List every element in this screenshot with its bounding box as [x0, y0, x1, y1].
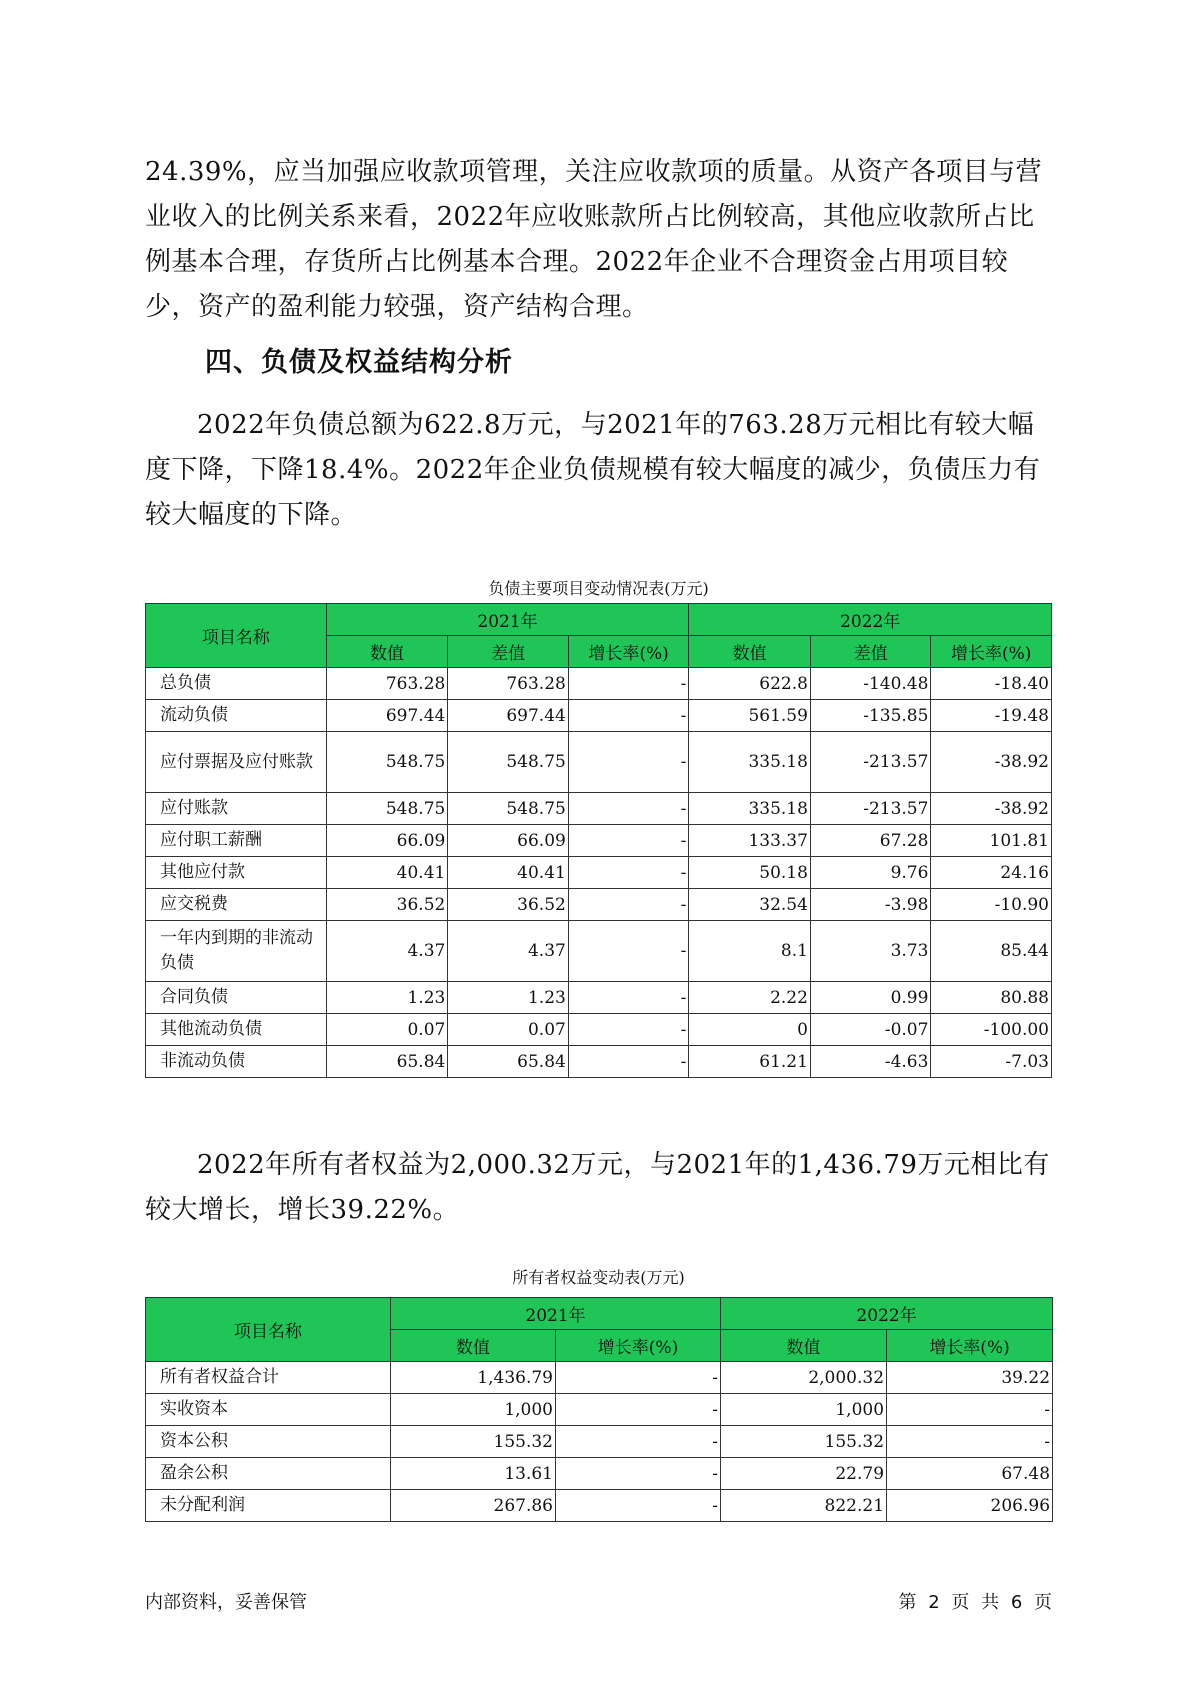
cell-d2: -0.07 [810, 1014, 931, 1046]
cell-r2: -18.40 [931, 668, 1052, 700]
cell-r2: -7.03 [931, 1046, 1052, 1078]
cell-v1: 66.09 [326, 825, 448, 857]
header-value: 数值 [391, 1330, 556, 1362]
cell-r1: - [556, 1394, 721, 1426]
cell-v1: 763.28 [326, 668, 448, 700]
row-label: 非流动负债 [146, 1046, 327, 1078]
table-row [146, 825, 1052, 857]
header-year-2022: 2022年 [689, 604, 1052, 636]
cell-r2: 80.88 [931, 982, 1052, 1014]
cell-v2: 32.54 [689, 889, 811, 921]
header-year-2022: 2022年 [721, 1298, 1053, 1330]
cell-v2: 50.18 [689, 857, 811, 889]
header-rate: 增长率(%) [568, 636, 689, 668]
row-label: 应付账款 [146, 793, 327, 825]
row-label: 应交税费 [146, 889, 327, 921]
page-number: 第 2 页 共 6 页 [898, 1592, 1052, 1613]
cell-v2: 622.8 [689, 668, 811, 700]
cell-r2: 206.96 [887, 1490, 1053, 1522]
table1-caption: 负债主要项目变动情况表(万元) [488, 579, 709, 598]
cell-r1: - [568, 889, 689, 921]
header-item-name: 项目名称 [146, 604, 327, 668]
cell-r2: -10.90 [931, 889, 1052, 921]
table-row [146, 700, 1052, 732]
row-label: 其他应付款 [146, 857, 327, 889]
cell-v2: 2.22 [689, 982, 811, 1014]
cell-v2: 133.37 [689, 825, 811, 857]
liability-table [145, 603, 1052, 1078]
paragraph-equity-summary: 2022年所有者权益为2,000.32万元，与2021年的1,436.79万元相比有较大增长，增长39.22%。 [145, 1150, 1050, 1225]
cell-r1: - [568, 825, 689, 857]
table-row [146, 1426, 1053, 1458]
footer-confidential-note: 内部资料，妥善保管 [145, 1592, 307, 1613]
cell-r2: -38.92 [931, 732, 1052, 793]
cell-v2: 822.21 [721, 1490, 887, 1522]
cell-d1: 548.75 [448, 793, 569, 825]
table-row [146, 921, 1052, 982]
cell-d2: -213.57 [810, 732, 931, 793]
header-value: 数值 [721, 1330, 887, 1362]
row-label: 所有者权益合计 [146, 1362, 391, 1394]
table-row [146, 1046, 1052, 1078]
row-label: 资本公积 [146, 1426, 391, 1458]
row-label: 一年内到期的非流动负债 [146, 921, 327, 982]
cell-v1: 1.23 [326, 982, 448, 1014]
table2-caption: 所有者权益变动表(万元) [512, 1268, 685, 1287]
cell-r2: - [887, 1394, 1053, 1426]
cell-d1: 763.28 [448, 668, 569, 700]
row-label: 盈余公积 [146, 1458, 391, 1490]
row-label: 应付职工薪酬 [146, 825, 327, 857]
cell-r1: - [556, 1490, 721, 1522]
cell-v2: 335.18 [689, 732, 811, 793]
row-label: 实收资本 [146, 1394, 391, 1426]
table-row [146, 1458, 1053, 1490]
cell-v2: 61.21 [689, 1046, 811, 1078]
table-row [146, 1490, 1053, 1522]
cell-r1: - [568, 921, 689, 982]
row-label: 其他流动负债 [146, 1014, 327, 1046]
cell-d1: 65.84 [448, 1046, 569, 1078]
cell-d2: -135.85 [810, 700, 931, 732]
cell-r1: - [556, 1458, 721, 1490]
cell-r1: - [568, 732, 689, 793]
cell-r1: - [568, 1014, 689, 1046]
cell-d2: -213.57 [810, 793, 931, 825]
cell-v2: 22.79 [721, 1458, 887, 1490]
cell-d1: 1.23 [448, 982, 569, 1014]
cell-r1: - [568, 700, 689, 732]
header-rate: 增长率(%) [556, 1330, 721, 1362]
cell-r1: - [556, 1426, 721, 1458]
cell-v2: 155.32 [721, 1426, 887, 1458]
cell-r1: - [568, 793, 689, 825]
table-row [146, 857, 1052, 889]
cell-r2: -38.92 [931, 793, 1052, 825]
cell-v1: 65.84 [326, 1046, 448, 1078]
cell-d2: 9.76 [810, 857, 931, 889]
header-rate: 增长率(%) [887, 1330, 1053, 1362]
header-rate: 增长率(%) [931, 636, 1052, 668]
cell-d2: 3.73 [810, 921, 931, 982]
cell-d2: -4.63 [810, 1046, 931, 1078]
cell-r2: -19.48 [931, 700, 1052, 732]
cell-d1: 4.37 [448, 921, 569, 982]
header-diff: 差值 [810, 636, 931, 668]
cell-r2: 101.81 [931, 825, 1052, 857]
table-row [146, 668, 1052, 700]
table-row [146, 1362, 1053, 1394]
cell-d1: 40.41 [448, 857, 569, 889]
cell-v2: 0 [689, 1014, 811, 1046]
cell-r1: - [568, 982, 689, 1014]
header-diff: 差值 [448, 636, 569, 668]
cell-d1: 548.75 [448, 732, 569, 793]
cell-v1: 36.52 [326, 889, 448, 921]
cell-r1: - [568, 1046, 689, 1078]
header-year-2021: 2021年 [391, 1298, 721, 1330]
cell-v1: 548.75 [326, 793, 448, 825]
cell-v1: 40.41 [326, 857, 448, 889]
row-label: 未分配利润 [146, 1490, 391, 1522]
table-row [146, 982, 1052, 1014]
cell-d1: 36.52 [448, 889, 569, 921]
cell-d2: -140.48 [810, 668, 931, 700]
row-label: 应付票据及应付账款 [146, 732, 327, 793]
section-heading: 四、负债及权益结构分析 [205, 347, 513, 378]
cell-d1: 66.09 [448, 825, 569, 857]
table-row [146, 793, 1052, 825]
cell-v1: 13.61 [391, 1458, 556, 1490]
header-value: 数值 [326, 636, 448, 668]
cell-d1: 0.07 [448, 1014, 569, 1046]
cell-v2: 2,000.32 [721, 1362, 887, 1394]
cell-r2: 24.16 [931, 857, 1052, 889]
table-row [146, 732, 1052, 793]
table-row [146, 1014, 1052, 1046]
cell-v2: 561.59 [689, 700, 811, 732]
row-label: 流动负债 [146, 700, 327, 732]
cell-v1: 548.75 [326, 732, 448, 793]
cell-v1: 1,436.79 [391, 1362, 556, 1394]
cell-d2: 0.99 [810, 982, 931, 1014]
paragraph-liability-summary: 2022年负债总额为622.8万元，与2021年的763.28万元相比有较大幅度下降，下降18.4%。2022年企业负债规模有较大幅度的减少，负债压力有较大幅度的下降。 [145, 410, 1041, 530]
cell-v1: 4.37 [326, 921, 448, 982]
cell-d2: 67.28 [810, 825, 931, 857]
cell-v1: 1,000 [391, 1394, 556, 1426]
cell-r1: - [568, 668, 689, 700]
cell-v2: 8.1 [689, 921, 811, 982]
cell-v2: 1,000 [721, 1394, 887, 1426]
cell-r2: -100.00 [931, 1014, 1052, 1046]
header-year-2021: 2021年 [326, 604, 689, 636]
cell-r2: 39.22 [887, 1362, 1053, 1394]
header-value: 数值 [689, 636, 811, 668]
cell-d2: -3.98 [810, 889, 931, 921]
row-label: 总负债 [146, 668, 327, 700]
cell-r1: - [568, 857, 689, 889]
cell-r2: - [887, 1426, 1053, 1458]
cell-v1: 0.07 [326, 1014, 448, 1046]
cell-r2: 85.44 [931, 921, 1052, 982]
cell-v1: 267.86 [391, 1490, 556, 1522]
cell-r2: 67.48 [887, 1458, 1053, 1490]
cell-r1: - [556, 1362, 721, 1394]
table-row [146, 889, 1052, 921]
cell-d1: 697.44 [448, 700, 569, 732]
table-row [146, 1394, 1053, 1426]
paragraph-asset-conclusion: 24.39%，应当加强应收款项管理，关注应收款项的质量。从资产各项目与营业收入的比例关系来看，2022年应收账款所占比例较高，其他应收款所占比例基本合理，存货所占比例基本合理。2022年企业不合理资金占用项目较少，资产的盈利能力较强，资产结构合理。 [145, 157, 1043, 322]
equity-table [145, 1297, 1053, 1522]
cell-v1: 155.32 [391, 1426, 556, 1458]
cell-v2: 335.18 [689, 793, 811, 825]
header-item-name: 项目名称 [146, 1298, 391, 1362]
row-label: 合同负债 [146, 982, 327, 1014]
cell-v1: 697.44 [326, 700, 448, 732]
